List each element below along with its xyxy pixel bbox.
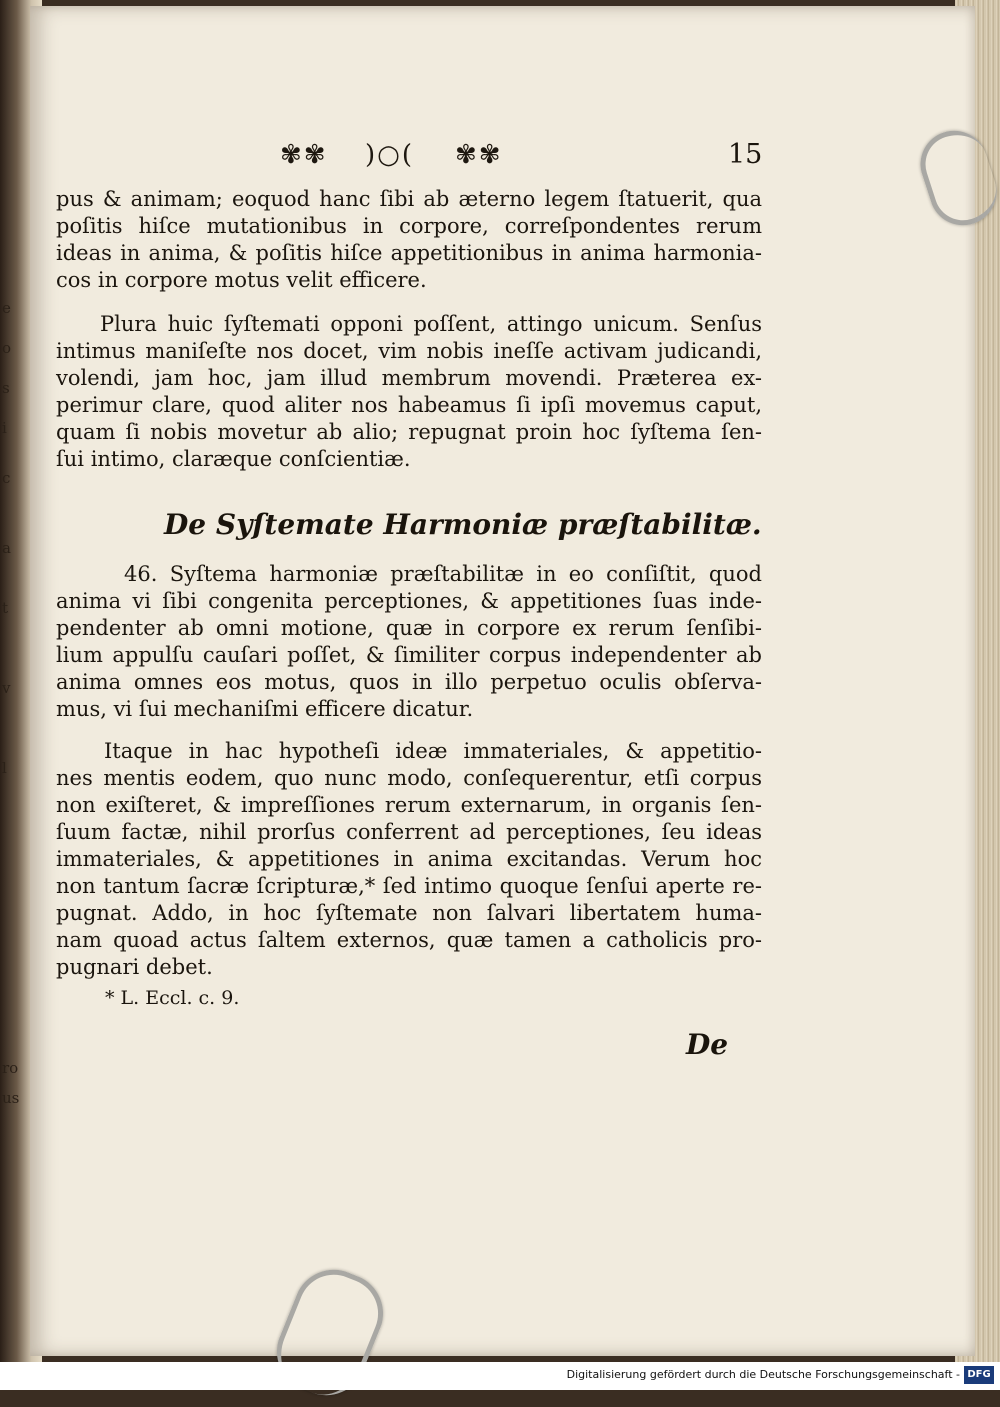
edge-letter: c [2,469,11,487]
paragraph-4 [56,738,762,981]
text-line: ſui intimo, claræque conſcientiæ. [56,447,411,471]
text-line: poſitis hiſce mutationibus in corpore, correſpondentes rerum [56,214,762,238]
text-line: anima vi ſibi congenita perceptiones, & appetitiones ſuas inde- [56,589,762,613]
text-line: ideas in anima, & poſitis hiſce appetitionibus in anima harmonia- [56,241,762,265]
text-line: intimus maniſeſte nos docet, vim nobis ineſſe activam judicandi, [56,339,762,363]
text-line: nes mentis eodem, quo nunc modo, conſequerentur, etſi corpus [56,766,762,790]
paragraph-1 [56,186,762,294]
edge-letter: l [2,759,7,777]
text-line: non exiſteret, & impreſſiones rerum externarum, in organis ſen- [56,793,762,817]
text-line: Itaque in hac hypotheſi ideæ immateriales, & appetitio- [104,739,762,763]
text-line: anima omnes eos motus, quos in illo perpetuo oculis obſerva- [56,670,762,694]
edge-letter: t [2,599,9,617]
section-heading: De Syſtemate Harmoniæ præſtabilitæ. [164,508,762,541]
text-line: non tantum ſacræ ſcripturæ,* ſed intimo quoque ſenſui aperte re- [56,874,762,898]
digitization-footer [0,1362,1000,1390]
text-line: mus, vi ſui mechaniſmi efficere dicatur. [56,697,474,721]
text-line: volendi, jam hoc, jam illud membrum movendi. Præterea ex- [56,366,762,390]
paragraph-3 [56,561,762,723]
footnote: * L. Eccl. c. 9. [105,987,240,1009]
catchword: De [686,1028,729,1061]
edge-letter: s [2,379,10,397]
paragraph-2 [56,311,762,473]
text-line: pugnat. Addo, in hoc ſyſtemate non ſalvari libertatem huma- [56,901,762,925]
edge-letter: us [2,1089,20,1107]
text-line: ſuum factæ, nihil prorſus conferrent ad perceptiones, ſeu ideas [56,820,762,844]
edge-letter: v [2,679,11,697]
text-line: 46. Syſtema harmoniæ præſtabilitæ in eo conſiſtit, quod [124,562,762,586]
text-line: pus & animam; eoquod hanc ſibi ab æterno legem ſtatuerit, qua [56,187,762,211]
text-line: pugnari debet. [56,955,213,979]
funding-credit: Digitalisierung gefördert durch die Deutsche Forschungsgemeinschaft - [566,1368,960,1381]
dfg-logo: DFG [964,1366,994,1384]
page-number: 15 [728,139,763,170]
text-line: lium appulſu cauſari poſſet, & ſimiliter corpus independenter ab [56,643,762,667]
edge-letter: a [2,539,11,557]
text-line: immateriales, & appetitiones in anima excitandas. Verum hoc [56,847,762,871]
fleuron-icon: ✾✾ [455,140,503,170]
page-header-ornament [280,135,763,175]
text-line: cos in corpore motus velit efficere. [56,268,427,292]
text-line: Plura huic ſyſtemati opponi poſſent, attingo unicum. Senſus [100,312,762,336]
bracket-ornament-icon: )○( [365,140,414,170]
text-line: quam ſi nobis movetur ab alio; repugnat proin hoc ſyſtema ſen- [56,420,762,444]
text-line: pendenter ab omni motione, quæ in corpore ex rerum ſenſibi- [56,616,762,640]
text-line: perimur clare, quod aliter nos habeamus ſi ipſi movemus caput, [56,393,762,417]
edge-letter: e [2,299,11,317]
text-line: nam quoad actus ſaltem externos, quæ tamen a catholicis pro- [56,928,762,952]
edge-letter: i [2,419,7,437]
edge-letter: o [2,339,12,357]
edge-letter: ro [2,1059,19,1077]
fleuron-icon: ✾✾ [280,140,328,170]
